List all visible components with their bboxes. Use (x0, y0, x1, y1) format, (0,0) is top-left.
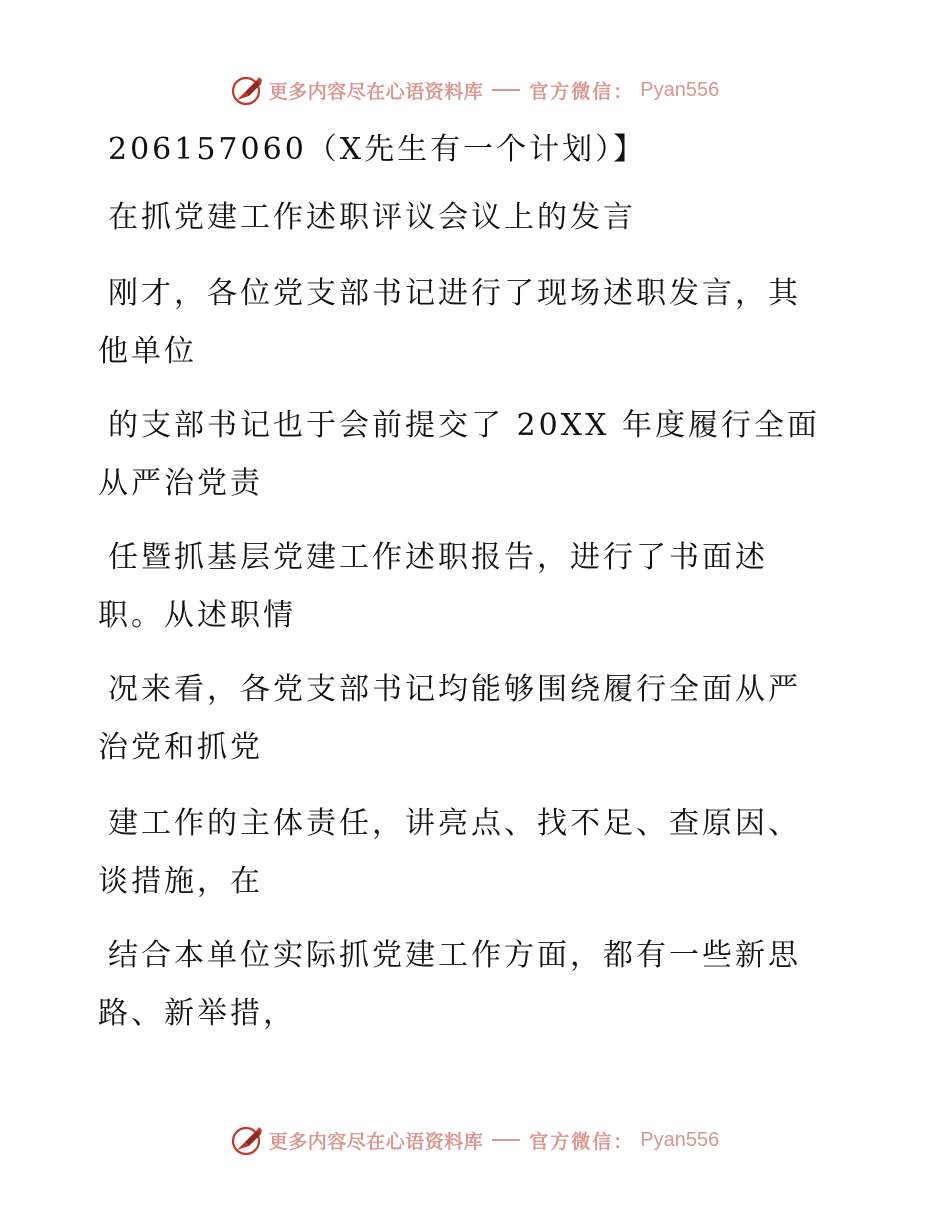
watermark-dash (492, 1139, 520, 1141)
pen-logo-icon (231, 1124, 263, 1156)
document-line: 从严治党责 (98, 466, 263, 501)
document-title: 在抓党建工作述职评议会议上的发言 (108, 200, 636, 235)
document-line: 治党和抓党 (98, 730, 263, 765)
document-line: 况来看，各党支部书记均能够围绕履行全面从严 (108, 672, 801, 707)
document-line: 谈措施，在 (98, 864, 263, 899)
watermark-text: 更多内容尽在心语资料库 (268, 1130, 484, 1153)
watermark-official-label: 官方微信： (529, 80, 635, 103)
document-line: 结合本单位实际抓党建工作方面，都有一些新思 (108, 938, 801, 973)
document-line: 206157060（X先生有一个计划）】 (108, 132, 647, 167)
watermark-account: Pyan556 (640, 78, 720, 101)
document-line: 的支部书记也于会前提交了 20XX 年度履行全面 (108, 408, 820, 443)
footer-watermark (0, 1118, 950, 1162)
pen-logo-icon (231, 74, 263, 106)
watermark-account: Pyan556 (640, 1128, 720, 1151)
document-line: 任暨抓基层党建工作述职报告，进行了书面述 (108, 540, 768, 575)
header-watermark (0, 68, 950, 112)
document-line: 建工作的主体责任，讲亮点、找不足、查原因、 (108, 806, 801, 841)
document-line: 他单位 (98, 334, 197, 369)
document-line: 职。从述职情 (98, 598, 296, 633)
document-line: 路、新举措， (98, 996, 296, 1031)
watermark-text: 更多内容尽在心语资料库 (268, 80, 484, 103)
document-line: 刚才，各位党支部书记进行了现场述职发言，其 (108, 276, 801, 311)
watermark-dash (492, 89, 520, 91)
watermark-official-label: 官方微信： (529, 1130, 635, 1153)
